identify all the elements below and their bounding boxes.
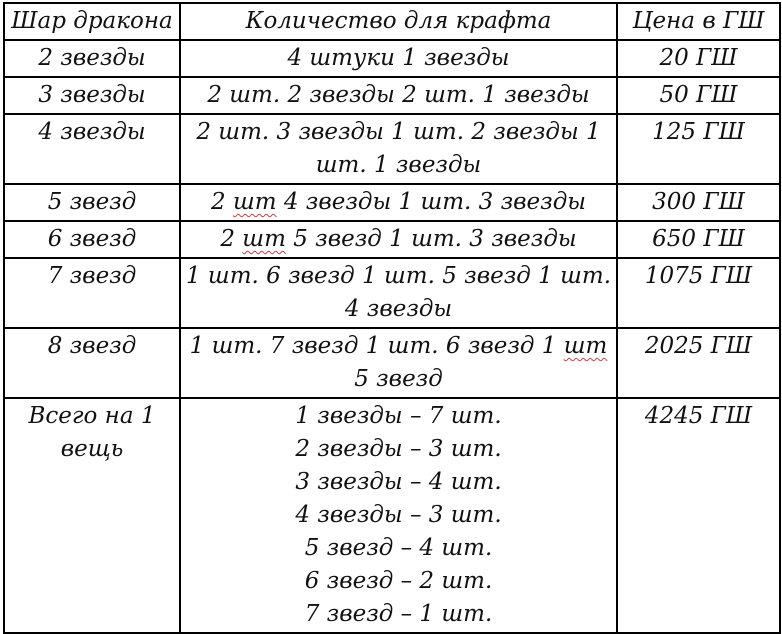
craft-text: 4 звезды – 3 шт. <box>295 502 502 528</box>
craft-line <box>185 499 612 532</box>
craft-text: 2 шт. 3 звезды 1 шт. 2 звезды 1 шт. 1 звезды <box>196 119 601 178</box>
orb-cell: 5 звезд <box>4 184 180 221</box>
price-cell: 2025 ГШ <box>617 328 780 398</box>
orb-cell: Всего на 1 вещь <box>4 398 180 633</box>
table-body <box>4 40 780 633</box>
dragon-orb-craft-table <box>3 2 781 634</box>
orb-cell: 8 звезд <box>4 328 180 398</box>
spellcheck-underlined-word: шт <box>232 189 277 215</box>
craft-cell <box>180 221 617 258</box>
craft-cell <box>180 258 617 328</box>
craft-text: 5 звезд – 4 шт. <box>304 535 493 561</box>
craft-cell <box>180 77 617 114</box>
craft-text: 2 шт. 2 звезды 2 шт. 1 звезды <box>207 82 590 108</box>
craft-text: 2 <box>220 226 243 252</box>
header-orb: Шар дракона <box>4 3 180 40</box>
craft-line <box>185 400 612 433</box>
craft-line <box>185 433 612 466</box>
price-cell: 4245 ГШ <box>617 398 780 633</box>
craft-cell <box>180 184 617 221</box>
craft-cell <box>180 398 617 633</box>
table-row <box>4 40 780 77</box>
craft-text: 6 звезд – 2 шт. <box>304 568 493 594</box>
craft-line <box>185 223 612 256</box>
price-cell: 50 ГШ <box>617 77 780 114</box>
price-cell: 650 ГШ <box>617 221 780 258</box>
table-row <box>4 328 780 398</box>
craft-text: 5 звезд <box>354 366 443 392</box>
craft-text: 3 звезды – 4 шт. <box>295 469 502 495</box>
craft-line <box>185 466 612 499</box>
price-cell: 1075 ГШ <box>617 258 780 328</box>
table-row <box>4 258 780 328</box>
price-cell: 20 ГШ <box>617 40 780 77</box>
orb-cell: 2 звезды <box>4 40 180 77</box>
orb-cell: 3 звезды <box>4 77 180 114</box>
orb-cell: 4 звезды <box>4 114 180 184</box>
table-row <box>4 184 780 221</box>
orb-cell: 6 звезд <box>4 221 180 258</box>
craft-line <box>185 532 612 565</box>
craft-text: 2 звезды – 3 шт. <box>295 436 502 462</box>
craft-cell <box>180 328 617 398</box>
craft-cell <box>180 40 617 77</box>
price-cell: 125 ГШ <box>617 114 780 184</box>
header-craft: Количество для крафта <box>180 3 617 40</box>
craft-text: 5 звезд 1 шт. 3 звезды <box>285 226 577 252</box>
table-row <box>4 114 780 184</box>
craft-text: 1 шт. 7 звезд 1 шт. 6 звезд 1 <box>189 333 564 359</box>
craft-text: 2 <box>210 189 233 215</box>
craft-line <box>185 42 612 75</box>
craft-line <box>185 116 612 182</box>
craft-text: 1 звезды – 7 шт. <box>295 403 502 429</box>
price-cell: 300 ГШ <box>617 184 780 221</box>
craft-line <box>185 565 612 598</box>
orb-cell: 7 звезд <box>4 258 180 328</box>
craft-line <box>185 186 612 219</box>
header-price: Цена в ГШ <box>617 3 780 40</box>
craft-cell <box>180 114 617 184</box>
craft-text: 4 звезды 1 шт. 3 звезды <box>276 189 587 215</box>
craft-line <box>185 330 612 396</box>
craft-text: 7 звезд – 1 шт. <box>304 601 493 627</box>
table-row <box>4 221 780 258</box>
craft-line <box>185 79 612 112</box>
table-row <box>4 398 780 633</box>
spellcheck-underlined-word: шт <box>563 333 608 359</box>
craft-text: 4 штуки 1 звезды <box>287 45 510 71</box>
craft-line <box>185 260 612 326</box>
craft-text: 1 шт. 6 звезд 1 шт. 5 звезд 1 шт. 4 звезды <box>185 263 612 322</box>
spellcheck-underlined-word: шт <box>242 226 286 252</box>
header-row <box>4 3 780 40</box>
craft-line <box>185 598 612 631</box>
table-row <box>4 77 780 114</box>
